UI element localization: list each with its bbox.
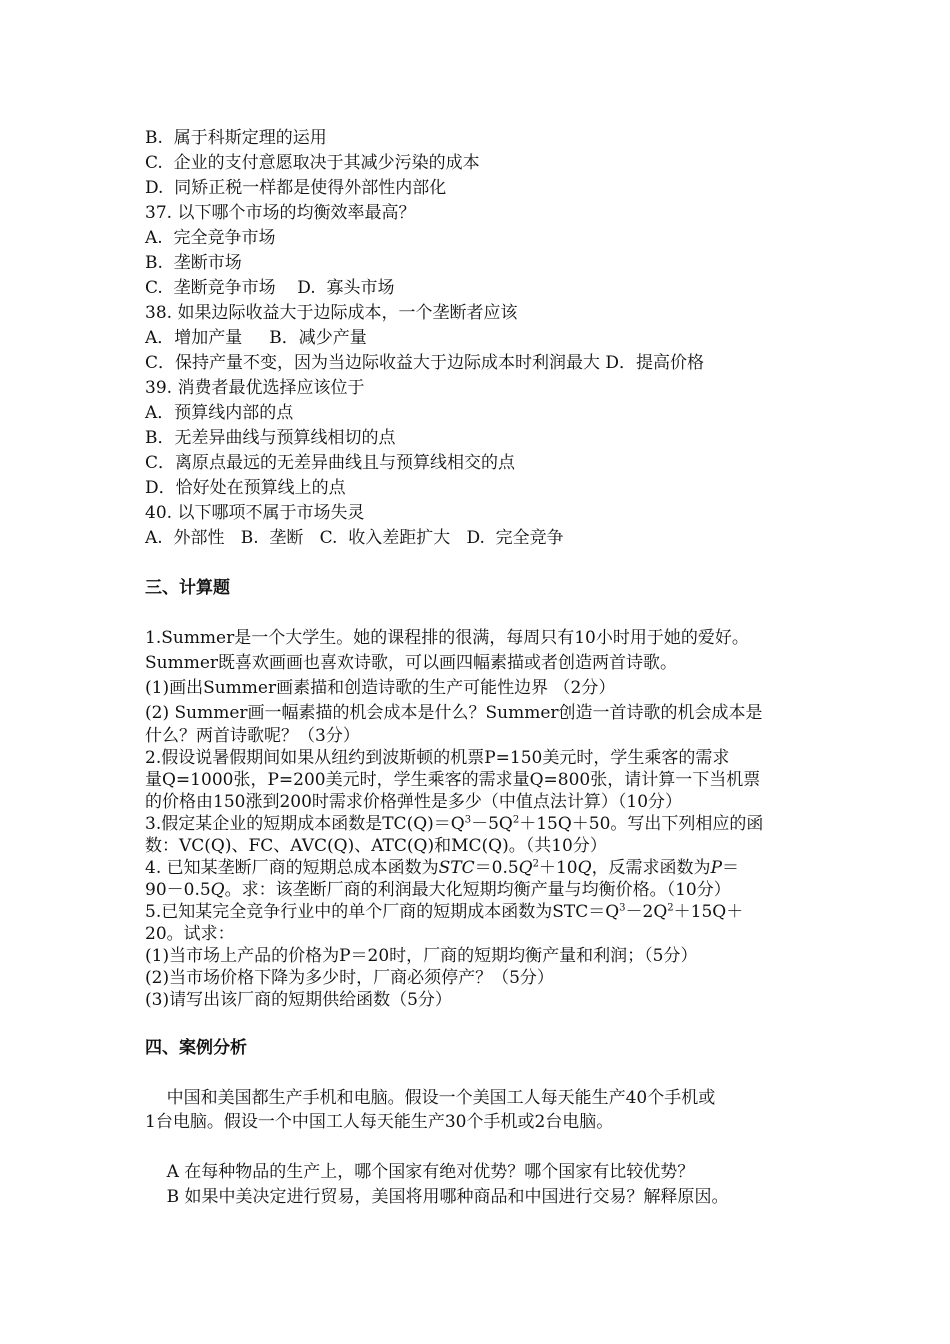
superscript: 3 xyxy=(464,814,472,826)
problem4-line2 xyxy=(145,878,731,902)
q37-option-cd: C. 垄断竞争市场 D. 寡头市场 xyxy=(145,278,395,298)
problem4-text-g: 。求：该垄断厂商的利润最大化短期均衡产量与均衡价格。（10分） xyxy=(224,880,731,900)
problem5-line5: (3)请写出该厂商的短期供给函数（5分） xyxy=(145,990,452,1010)
case-question-a: A 在每种物品的生产上，哪个国家有绝对优势？哪个国家有比较优势？ xyxy=(145,1162,695,1182)
problem4-text-c: ＋10 xyxy=(538,858,578,878)
q39-option-a: A．预算线内部的点 xyxy=(145,403,294,423)
problem4-text-d: ，反需求函数为 xyxy=(591,858,711,878)
superscript: 2 xyxy=(512,814,520,826)
problem2-line1: 2.假设说暑假期间如果从纽约到波斯顿的机票P=150美元时，学生乘客的需求 xyxy=(145,748,730,768)
problem3-text-a: 3.假定某企业的短期成本函数是TC(Q)＝Q xyxy=(145,814,465,834)
problem4-text-b: ＝0.5 xyxy=(474,858,519,878)
q36-option-c: C. 企业的支付意愿取决于其减少污染的成本 xyxy=(145,153,480,173)
superscript: 2 xyxy=(532,858,539,870)
symbol-q: Q xyxy=(518,858,533,878)
problem1-line2: Summer既喜欢画画也喜欢诗歌，可以画四幅素描或者创造两首诗歌。 xyxy=(145,653,678,673)
q36-option-d: D. 同矫正税一样都是使得外部性内部化 xyxy=(145,178,447,198)
q40-stem: 40. 以下哪项不属于市场失灵 xyxy=(145,503,365,523)
problem1-line5: 什么？两首诗歌呢？（3分） xyxy=(145,726,360,746)
problem5-text-b: －2Q xyxy=(625,902,668,922)
problem4-text-f: 90－0.5 xyxy=(145,880,211,900)
problem5-line3: (1)当市场上产品的价格为P＝20时，厂商的短期均衡产量和利润；（5分） xyxy=(145,946,698,966)
case-question-b: B 如果中美决定进行贸易，美国将用哪种商品和中国进行交易？解释原因。 xyxy=(145,1187,729,1207)
q37-option-b: B. 垄断市场 xyxy=(145,253,242,273)
q39-option-b: B．无差异曲线与预算线相切的点 xyxy=(145,428,396,448)
symbol-q: Q xyxy=(210,880,225,900)
problem4-text-e: ＝ xyxy=(722,858,740,878)
q39-stem: 39. 消费者最优选择应该位于 xyxy=(145,378,365,398)
q40-options: A. 外部性 B. 垄断 C. 收入差距扩大 D. 完全竞争 xyxy=(145,528,564,548)
q37-option-a: A. 完全竞争市场 xyxy=(145,228,276,248)
section4-heading: 四、案例分析 xyxy=(145,1038,247,1058)
problem2-line3: 的价格由150涨到200时需求价格弹性是多少（中值点法计算）（10分） xyxy=(145,792,683,812)
problem1-line1: 1.Summer是一个大学生。她的课程排的很满，每周只有10小时用于她的爱好。 xyxy=(145,628,749,648)
problem4-line1 xyxy=(145,856,739,880)
q37-stem: 37. 以下哪个市场的均衡效率最高？ xyxy=(145,203,416,223)
q39-option-d: D．恰好处在预算线上的点 xyxy=(145,478,346,498)
problem5-text-c: ＋15Q＋ xyxy=(673,902,744,922)
q39-option-c: C．离原点最远的无差异曲线且与预算线相交的点 xyxy=(145,453,516,473)
problem2-line2: 量Q=1000张，P=200美元时，学生乘客的需求量Q=800张，请计算一下当机票 xyxy=(145,770,761,790)
problem3-text-b: －5Q xyxy=(471,814,513,834)
problem3-line1 xyxy=(145,812,763,836)
problem5-line1 xyxy=(145,900,743,924)
problem3-text-c: ＋15Q＋50。写出下列相应的函 xyxy=(519,814,764,834)
problem5-line4: (2)当市场价格下降为多少时，厂商必须停产？（5分） xyxy=(145,968,554,988)
case-line2: 1台电脑。假设一个中国工人每天能生产30个手机或2台电脑。 xyxy=(145,1112,614,1132)
problem5-text-a: 5.已知某完全竞争行业中的单个厂商的短期成本函数为STC＝Q xyxy=(145,902,620,922)
problem1-line3: (1)画出Summer画素描和创造诗歌的生产可能性边界 （2分） xyxy=(145,678,616,698)
symbol-q: Q xyxy=(577,858,592,878)
problem3-line2: 数：VC(Q)、FC、AVC(Q)、ATC(Q)和MC(Q)。（共10分） xyxy=(145,836,607,856)
q38-option-cd: C．保持产量不变，因为当边际收益大于边际成本时利润最大 D．提高价格 xyxy=(145,353,705,373)
q36-option-b: B. 属于科斯定理的运用 xyxy=(145,128,327,148)
symbol-p: P xyxy=(710,858,723,878)
superscript: 2 xyxy=(667,902,674,914)
case-line1: 中国和美国都生产手机和电脑。假设一个美国工人每天能生产40个手机或 xyxy=(145,1088,716,1108)
q38-option-ab: A．增加产量 B．减少产量 xyxy=(145,328,367,348)
section3-heading: 三、计算题 xyxy=(145,578,230,598)
superscript: 3 xyxy=(619,902,626,914)
symbol-stc: STC xyxy=(438,858,475,878)
problem1-line4: (2) Summer画一幅素描的机会成本是什么？Summer创造一首诗歌的机会成本是 xyxy=(145,703,763,723)
q38-stem: 38. 如果边际收益大于边际成本，一个垄断者应该 xyxy=(145,303,518,323)
problem4-text-a: 4. 已知某垄断厂商的短期总成本函数为 xyxy=(145,858,439,878)
problem5-line2: 20。试求： xyxy=(145,924,235,944)
